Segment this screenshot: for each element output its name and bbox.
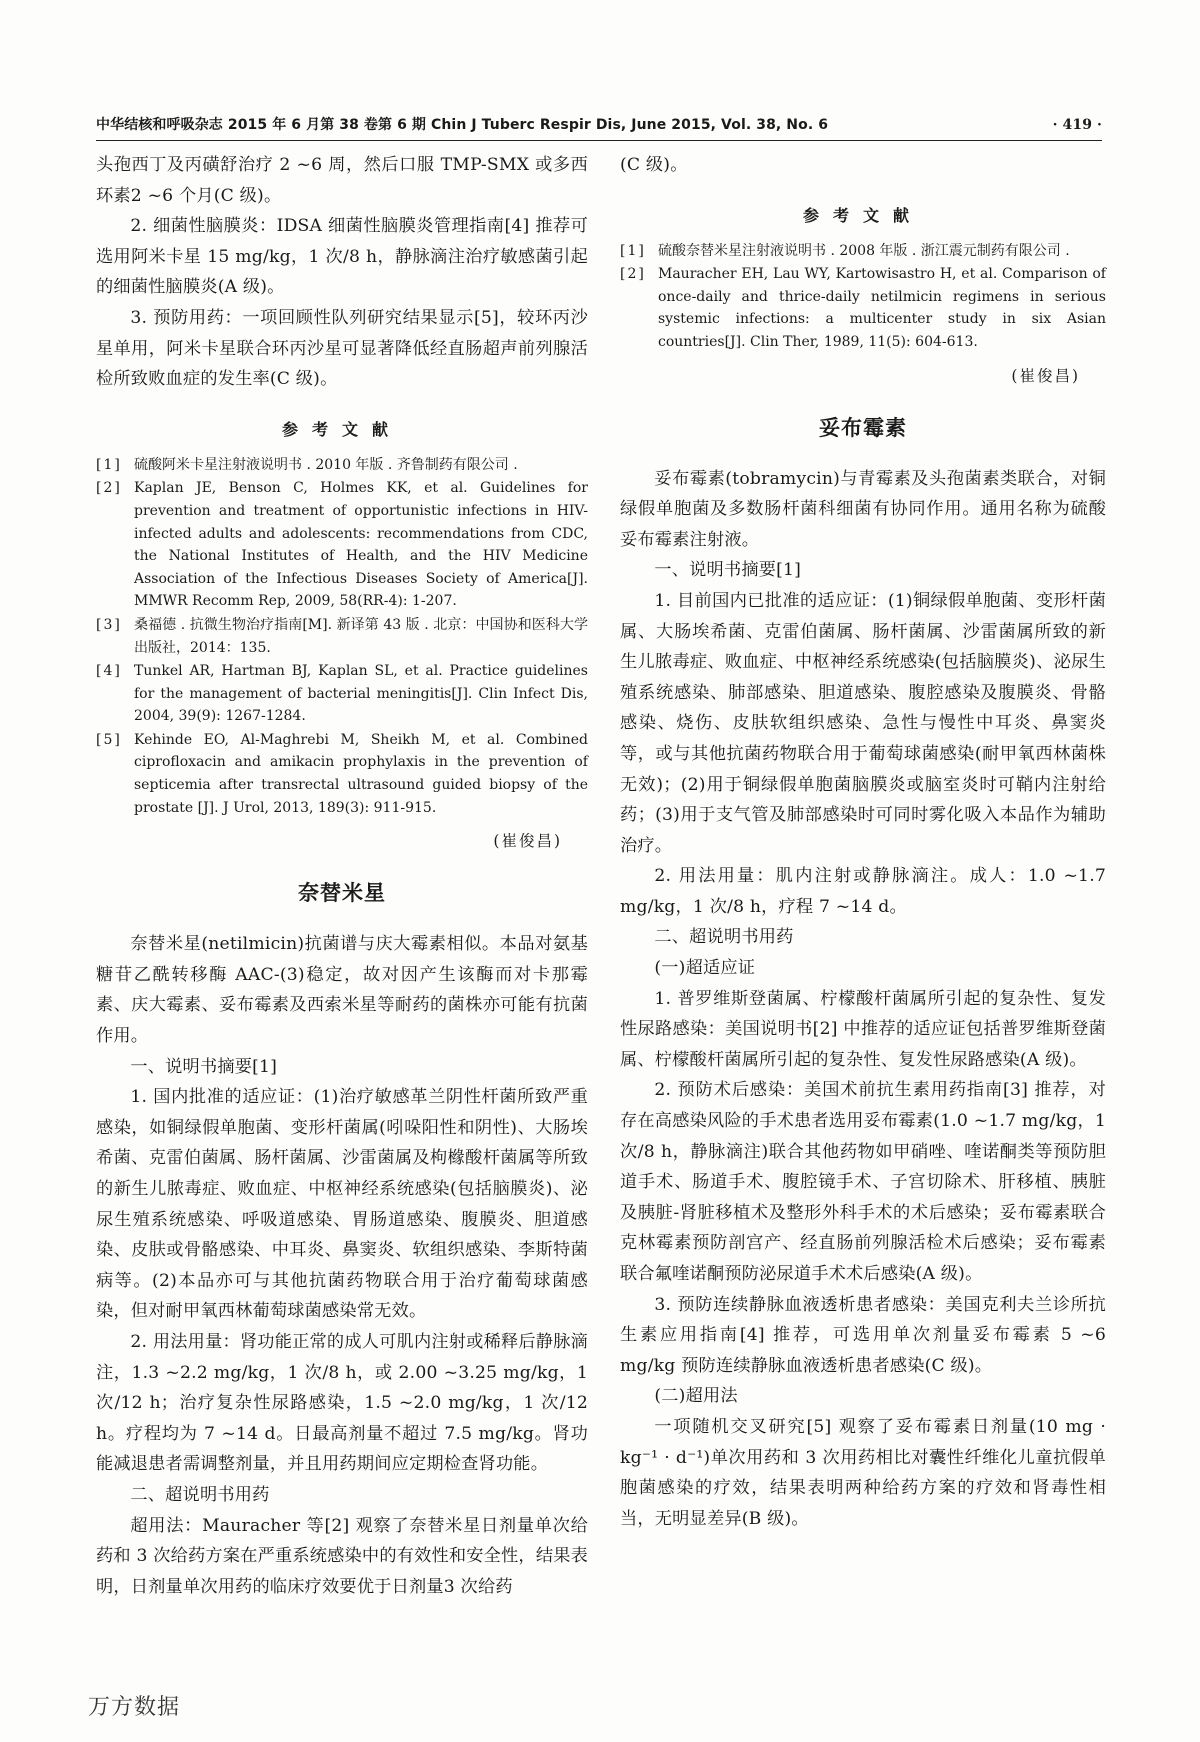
paragraph: 2. 用法用量：肌内注射或静脉滴注。成人：1.0 ~1.7 mg/kg，1 次/8 h，疗程 7 ~14 d。: [620, 866, 1106, 917]
author-signature: (崔俊昌): [493, 832, 562, 851]
reference-number: [1]: [96, 456, 122, 473]
references-heading: 参考文献: [802, 205, 923, 225]
reference-text: Kaplan JE, Benson C, Holmes KK, et al. Guidelines for prevention and treatment of opportunistic infections in HIV-infected adults and adolescents: recommendations from CDC, the National Institutes of Health, and the HIV Medicine Association of the Infectious Diseases Society of America[J]. MMWR Recomm Rep, 2009, 58(RR-4): 1-207.: [134, 480, 588, 610]
paragraph: 一项随机交叉研究[5] 观察了妥布霉素日剂量(10 mg · kg⁻¹ · d⁻¹)单次用药和 3 次用药相比对囊性纤维化儿童抗假单胞菌感染的疗效，结果表明两种给药方案的疗效和肾毒性相当，无明显差异(B 级)。: [620, 1416, 1106, 1529]
reference-number: [5]: [96, 731, 122, 748]
paragraph: 1. 目前国内已批准的适应证：(1)铜绿假单胞菌、变形杆菌属、大肠埃希菌、克雷伯菌属、肠杆菌属、沙雷菌属所致的新生儿脓毒症、败血症、中枢神经系统感染(包括脑膜炎)、泌尿生殖系统感染、肺部感染、胆道感染、腹腔感染及腹膜炎、骨骼感染、烧伤、皮肤软组织感染、急性与慢性中耳炎、鼻窦炎等，或与其他抗菌药物联合用于葡萄球菌感染(耐甲氧西林菌株无效)；(2)用于铜绿假单胞菌脑膜炎或脑室炎时可鞘内注射给药；(3)用于支气管及肺部感染时可同时雾化吸入本品作为辅助治疗。: [620, 590, 1106, 856]
reference-text: Kehinde EO, Al-Maghrebi M, Sheikh M, et al. Combined ciprofloxacin and amikacin prophylaxis in the prevention of septicemia after transrectal ultrasound guided biopsy of the prostate [J]. J Urol, 2013, 189(3): 911-915.: [134, 731, 588, 816]
references-heading: 参考文献: [281, 419, 402, 439]
paragraph: 奈替米星(netilmicin)抗菌谱与庆大霉素相似。本品对氨基糖苷乙酰转移酶 AAC-(3)稳定，故对因产生该酶而对卡那霉素、庆大霉素、妥布霉素及西索米星等耐药的菌株亦可能有抗菌作用。: [96, 934, 588, 1047]
subheading: (一)超适应证: [654, 958, 756, 979]
paragraph: (C 级)。: [620, 155, 688, 175]
paragraph: 头孢西丁及丙磺舒治疗 2 ~6 周，然后口服 TMP-SMX 或多西环素2 ~6 个月(C 级)。: [96, 155, 588, 206]
section-title: 妥布霉素: [819, 415, 907, 440]
paragraph: 1. 国内批准的适应证：(1)治疗敏感革兰阴性杆菌所致严重感染，如铜绿假单胞菌、变形杆菌属(吲哚阳性和阴性)、大肠埃希菌、克雷伯菌属、肠杆菌属、沙雷菌属及枸橼酸杆菌属等所致的新生儿脓毒症、败血症、中枢神经系统感染(包括脑膜炎)、泌尿生殖系统感染、呼吸道感染、胃肠道感染、腹膜炎、胆道感染、皮肤或骨骼感染、中耳炎、鼻窦炎、软组织感染、李斯特菌病等。(2)本品亦可与其他抗菌药物联合用于治疗葡萄球菌感染，但对耐甲氧西林葡萄球菌感染常无效。: [96, 1087, 588, 1322]
paragraph: 2. 预防术后感染：美国术前抗生素用药指南[3] 推荐，对存在高感染风险的手术患者选用妥布霉素(1.0 ~1.7 mg/kg，1 次/8 h，静脉滴注)联合其他药物如甲硝唑、喹诺酮类等预防胆道手术、肠道手术、腹腔镜手术、子宫切除术、肝移植、胰脏及胰脏-肾脏移植术及整形外科手术的术后感染；妥布霉素联合克林霉素预防剖宫产、经直肠前列腺活检术后感染；妥布霉素联合氟喹诺酮预防泌尿道手术术后感染(A 级)。: [620, 1080, 1106, 1284]
paragraph: 妥布霉素(tobramycin)与青霉素及头孢菌素类联合，对铜绿假单胞菌及多数肠杆菌科细菌有协同作用。通用名称为硫酸妥布霉素注射液。: [620, 468, 1106, 550]
reference-number: [1]: [620, 242, 646, 259]
paragraph: 3. 预防用药：一项回顾性队列研究结果显示[5]，较环丙沙星单用，阿米卡星联合环丙沙星可显著降低经直肠超声前列腺活检所致败血症的发生率(C 级)。: [96, 307, 588, 390]
author-signature: (崔俊昌): [1011, 366, 1080, 385]
reference-item: [620, 263, 1106, 353]
reference-item: [96, 660, 588, 728]
reference-text: 桑福德 . 抗微生物治疗指南[M]. 新译第 43 版 . 北京：中国协和医科大学出版社，2014：135.: [134, 616, 588, 656]
paragraph: 3. 预防连续静脉血液透析患者感染：美国克利夫兰诊所抗生素应用指南[4] 推荐，可选用单次剂量妥布霉素 5 ~6 mg/kg 预防连续静脉血液透析患者感染(C 级)。: [620, 1294, 1106, 1376]
reference-item: [96, 614, 588, 659]
paragraph: 2. 用法用量：肾功能正常的成人可肌内注射或稀释后静脉滴注，1.3 ~2.2 mg/kg，1 次/8 h，或 2.00 ~3.25 mg/kg，1 次/12 h；治疗复杂性尿路感染，1.5 ~2.0 mg/kg，1 次/12 h。疗程均为 7 ~14 d。日最高剂量不超过 7.5 mg/kg。肾功能减退患者需调整剂量，并且用药期间应定期检查肾功能。: [96, 1331, 588, 1475]
watermark-text: 万方数据: [88, 1695, 181, 1720]
paragraph: 1. 普罗维斯登菌属、柠檬酸杆菌属所引起的复杂性、复发性尿路感染：美国说明书[2] 中推荐的适应证包括普罗维斯登菌属、柠檬酸杆菌属所引起的复杂性、复发性尿路感染(A 级)。: [620, 988, 1106, 1070]
left-column: [96, 150, 588, 1602]
reference-number: [2]: [620, 266, 646, 283]
right-column: [620, 150, 1106, 1534]
reference-item: [96, 454, 588, 477]
reference-text: Mauracher EH, Lau WY, Kartowisastro H, et al. Comparison of once-daily and thrice-daily netilmicin regimens in serious systemic infections: a multicenter study in six Asian countries[J]. Clin Ther, 1989, 11(5): 604-613.: [658, 266, 1106, 350]
subheading: 一、说明书摘要[1]: [654, 560, 802, 581]
reference-number: [4]: [96, 663, 122, 680]
subheading: 二、超说明书用药: [654, 927, 794, 948]
reference-item: [620, 240, 1106, 263]
reference-item: [96, 729, 588, 819]
reference-number: [2]: [96, 480, 122, 497]
journal-citation: 中华结核和呼吸杂志 2015 年 6 月第 38 卷第 6 期 Chin J Tuberc Respir Dis, June 2015, Vol. 38, No. 6: [96, 117, 829, 133]
running-header: [96, 114, 1102, 134]
paragraph: 超用法：Mauracher 等[2] 观察了奈替米星日剂量单次给药和 3 次给药方案在严重系统感染中的有效性和安全性，结果表明，日剂量单次用药的临床疗效要优于日剂量3 次给药: [96, 1515, 588, 1597]
reference-text: 硫酸阿米卡星注射液说明书 . 2010 年版 . 齐鲁制药有限公司 .: [134, 456, 518, 473]
reference-text: Tunkel AR, Hartman BJ, Kaplan SL, et al. Practice guidelines for the management of bacterial meningitis[J]. Clin Infect Dis, 2004, 39(9): 1267-1284.: [134, 663, 588, 725]
paragraph: 2. 细菌性脑膜炎：IDSA 细菌性脑膜炎管理指南[4] 推荐可选用阿米卡星 15 mg/kg，1 次/8 h，静脉滴注治疗敏感菌引起的细菌性脑膜炎(A 级)。: [96, 216, 588, 298]
reference-item: [96, 477, 588, 613]
page-number: · 419 ·: [1052, 117, 1102, 133]
subheading: 二、超说明书用药: [130, 1484, 270, 1505]
section-title: 奈替米星: [298, 881, 386, 906]
subheading: 一、说明书摘要[1]: [130, 1056, 278, 1077]
subheading: (二)超用法: [654, 1386, 738, 1407]
reference-text: 硫酸奈替米星注射液说明书 . 2008 年版 . 浙江震元制药有限公司 .: [658, 242, 1070, 259]
header-rule: [96, 140, 1102, 141]
reference-number: [3]: [96, 616, 122, 633]
